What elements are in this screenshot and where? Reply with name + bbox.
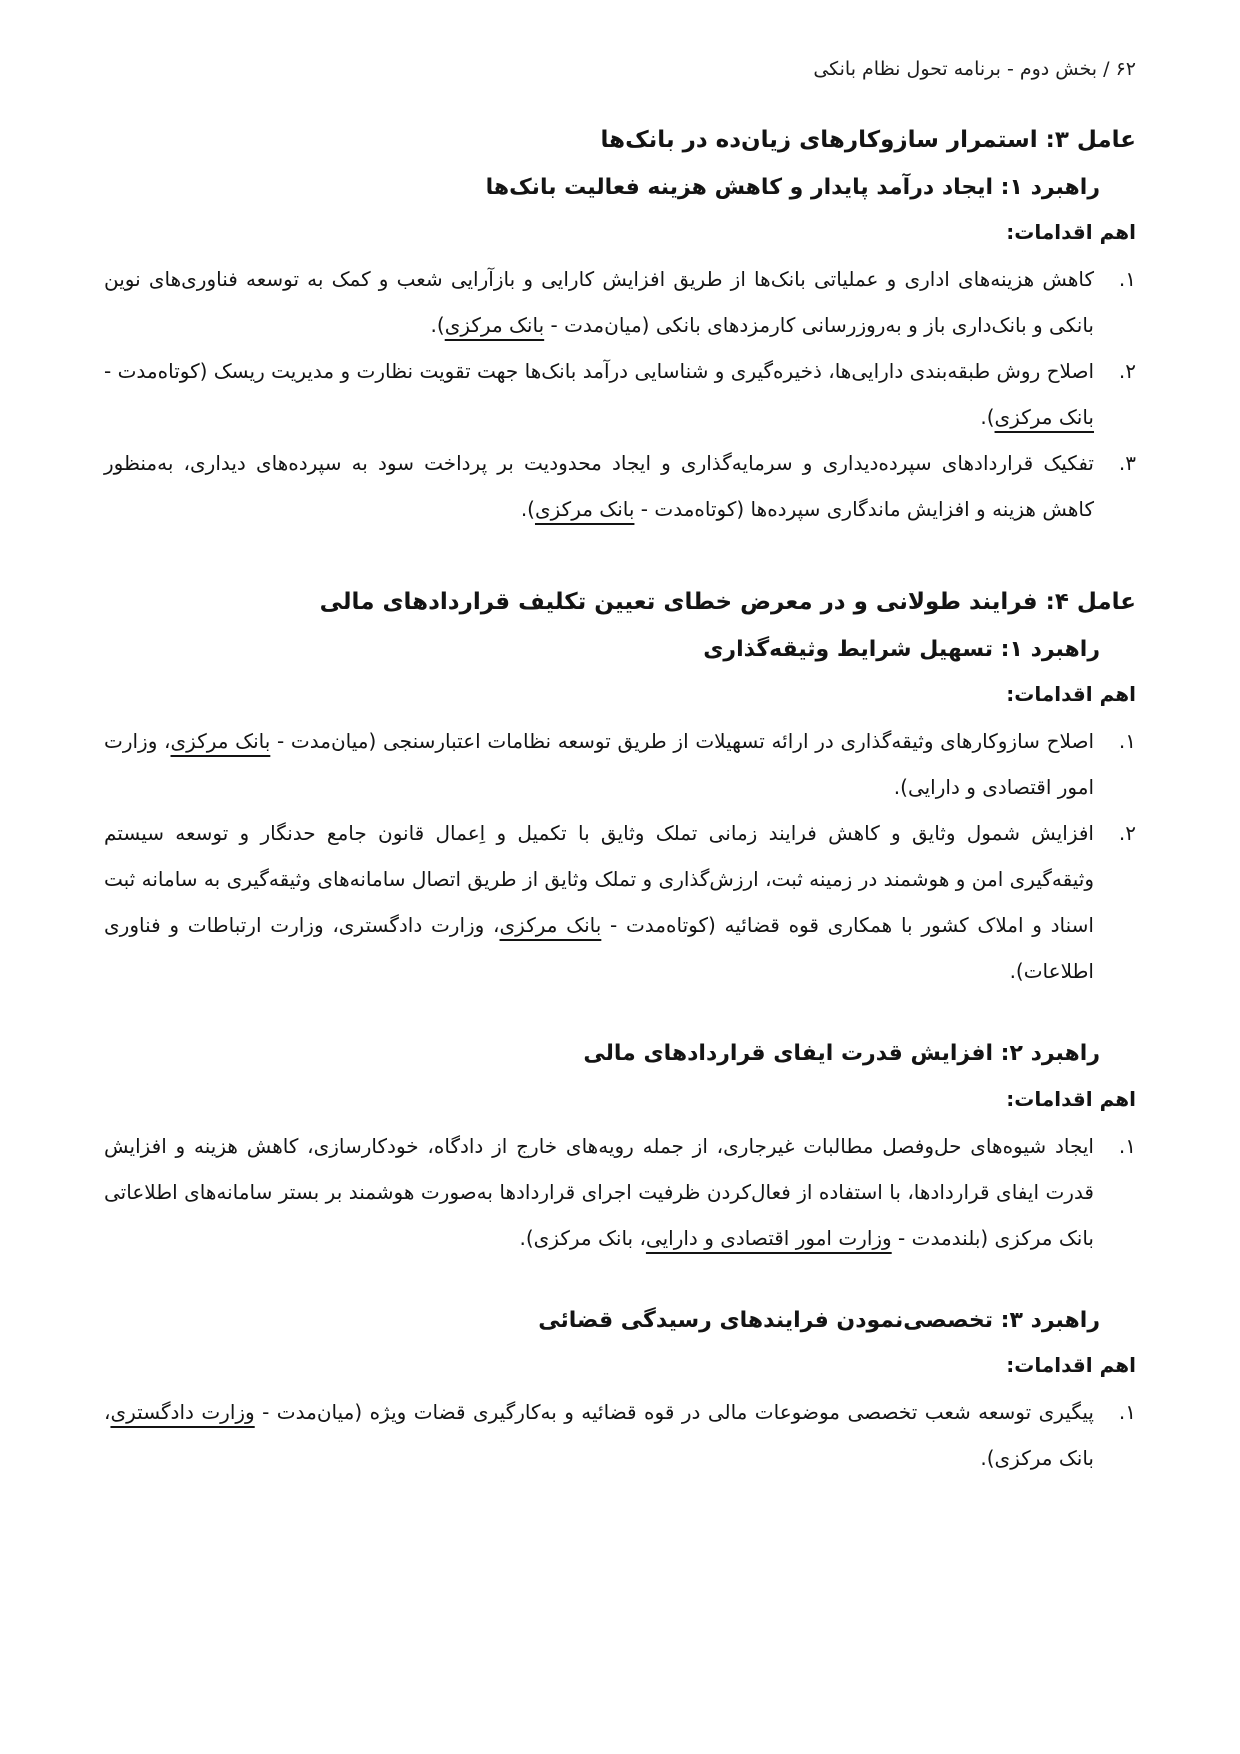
underlined-entity: بانک مرکزی — [444, 313, 545, 338]
item-text: اصلاح سازوکارهای وثیقه‌گذاری در ارائه تسهیلات از طریق توسعه نظامات اعتبارسنجی (میان‌مدت - — [270, 729, 1094, 754]
item-text: تفکیک قراردادهای سپرده‌دیداری و سرمایه‌گذاری و ایجاد محدودیت بر پرداخت سود به سپرده‌های دیداری، به‌منظور کاهش هزینه و افزایش ماندگاری سپرده‌ها (کوتاه‌مدت - — [104, 451, 1094, 522]
item-number: ۱. — [1118, 729, 1136, 754]
item-text: ). — [430, 313, 445, 338]
item-text: ایجاد شیوه‌های حل‌وفصل مطالبات غیرجاری، از جمله رویه‌های خارج از دادگاه، خودکارسازی، کاهش هزینه و افزایش قدرت ایفای قراردادها، با استفاده از فعال‌کردن ظرفیت اجرای قراردادها به‌صورت هوشمند بر بستر سامانه‌های اطلاعاتی بانک مرکزی (بلندمدت - — [104, 1133, 1094, 1250]
strategy-3-1-title: راهبرد ۱: ایجاد درآمد پایدار و کاهش هزینه فعالیت بانک‌ها — [485, 174, 1100, 200]
actions-list — [104, 718, 1136, 994]
item-text: کاهش هزینه‌های اداری و عملیاتی بانک‌ها از طریق افزایش کارایی و بازآرایی شعب و کمک به توسعه فناوری‌های نوین بانکی و بانک‌داری باز و به‌روزرسانی کارمزدهای بانکی (میان‌مدت - — [104, 267, 1094, 338]
underlined-entity: وزارت امور اقتصادی و دارایی — [645, 1225, 892, 1250]
item-text: ، وزارت دادگستری، وزارت ارتباطات و فناوری اطلاعات). — [104, 913, 1094, 984]
item-text: افزایش شمول وثایق و کاهش فرایند زمانی تملک وثایق با تکمیل و اِعمال قانون جامع حدنگار و توسعه سیستم وثیقه‌گیری امن و هوشمند در زمینه ثبت، ارزش‌گذاری و تملک وثایق از طریق اتصال سامانه‌های وثیقه‌گیری به سامانه ثبت اسناد و املاک کشور با همکاری قوه قضائیه (کوتاه‌مدت - — [104, 821, 1094, 938]
item-text: ، بانک مرکزی). — [519, 1225, 646, 1250]
item-number: ۳. — [1118, 451, 1136, 476]
item-text: ، بانک مرکزی). — [104, 1400, 1094, 1471]
item-text: پیگیری توسعه شعب تخصصی موضوعات مالی در قوه قضائیه و به‌کارگیری قضات ویژه (میان‌مدت - — [254, 1400, 1094, 1425]
underlined-entity: وزارت دادگستری — [110, 1400, 255, 1425]
actions-label: اهم اقدامات: — [1006, 1086, 1136, 1111]
actions-list — [104, 1123, 1136, 1261]
action-item — [104, 256, 1136, 348]
item-text: ). — [980, 405, 995, 430]
action-item — [104, 1389, 1136, 1481]
underlined-entity: بانک مرکزی — [534, 497, 635, 522]
action-item — [104, 718, 1136, 810]
strategy-4-2-title: راهبرد ۲: افزایش قدرت ایفای قراردادهای مالی — [583, 1041, 1100, 1067]
action-item — [104, 810, 1136, 994]
actions-label: اهم اقدامات: — [1006, 682, 1136, 707]
item-number: ۱. — [1118, 1133, 1136, 1158]
item-number: ۱. — [1118, 1400, 1136, 1425]
strategy-4-3-title: راهبرد ۳: تخصصی‌نمودن فرایندهای رسیدگی قضائی — [538, 1307, 1100, 1333]
action-item — [104, 440, 1136, 532]
running-header: ۶۲ / بخش دوم - برنامه تحول نظام بانکی — [813, 58, 1136, 80]
item-number: ۱. — [1118, 267, 1136, 292]
item-text: ). — [520, 497, 535, 522]
action-item — [104, 1123, 1136, 1261]
item-number: ۲. — [1118, 821, 1136, 846]
item-number: ۲. — [1118, 359, 1136, 384]
underlined-entity: بانک مرکزی — [499, 913, 602, 938]
strategy-4-1-title: راهبرد ۱: تسهیل شرایط وثیقه‌گذاری — [703, 637, 1100, 663]
item-text: ، وزارت امور اقتصادی و دارایی). — [104, 729, 1094, 800]
underlined-entity: بانک مرکزی — [170, 729, 271, 754]
item-text: اصلاح روش طبقه‌بندی دارایی‌ها، ذخیره‌گیری و شناسایی درآمد بانک‌ها جهت تقویت نظارت و مدیریت ریسک (کوتاه‌مدت - — [104, 359, 1094, 384]
action-item — [104, 348, 1136, 440]
actions-list — [104, 256, 1136, 532]
factor-4-title: عامل ۴: فرایند طولانی و در معرض خطای تعیین تکلیف قراردادهای مالی — [319, 589, 1136, 616]
actions-label: اهم اقدامات: — [1006, 220, 1136, 245]
actions-list — [104, 1389, 1136, 1481]
actions-label: اهم اقدامات: — [1006, 1353, 1136, 1378]
factor-3-title: عامل ۳: استمرار سازوکارهای زیان‌ده در بانک‌ها — [600, 127, 1136, 153]
underlined-entity: بانک مرکزی — [994, 405, 1094, 430]
